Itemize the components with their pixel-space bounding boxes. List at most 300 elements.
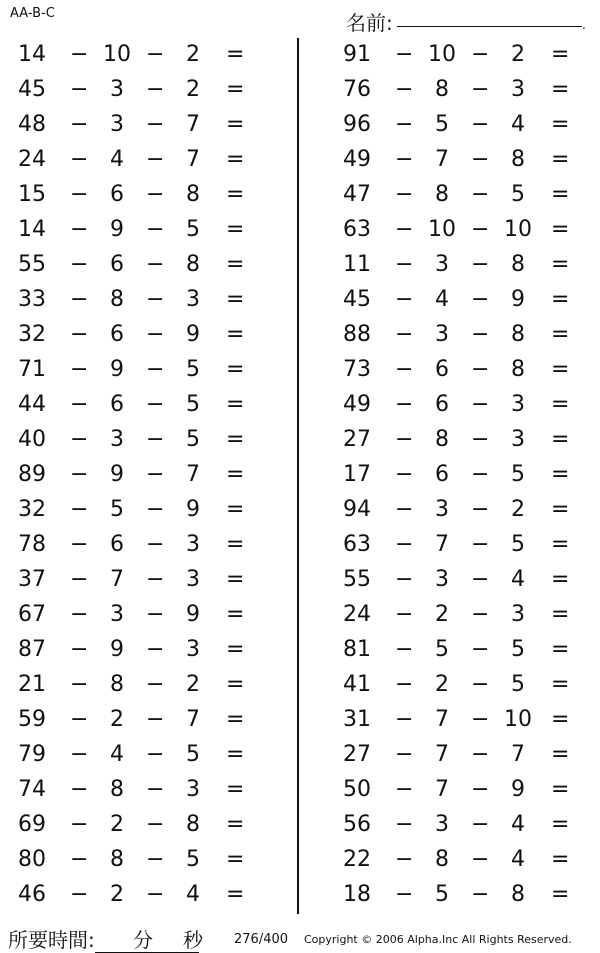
minus-sign: − [471,882,490,907]
minuend: 40 [18,427,46,452]
minuend: 78 [18,532,46,557]
subtrahend-2: 7 [186,707,200,732]
column-divider [297,38,299,914]
minus-sign: − [146,357,165,382]
problem-row [325,773,600,808]
subtrahend-1: 3 [435,567,449,592]
subtrahend-2: 5 [186,427,200,452]
minus-sign: − [471,497,490,522]
problem-row [0,388,275,423]
equals-sign: = [551,42,570,67]
problem-row [0,458,275,493]
problem-row [0,423,275,458]
minus-sign: − [70,217,89,242]
subtrahend-2: 4 [511,567,525,592]
minus-sign: − [70,497,89,522]
subtrahend-2: 8 [511,252,525,277]
subtrahend-2: 9 [511,777,525,802]
minus-sign: − [70,147,89,172]
subtrahend-2: 8 [511,357,525,382]
minuend: 49 [343,392,371,417]
minus-sign: − [70,847,89,872]
minus-sign: − [395,672,414,697]
minus-sign: − [395,427,414,452]
minuend: 24 [18,147,46,172]
minuend: 81 [343,637,371,662]
problem-row [325,458,600,493]
minuend: 74 [18,777,46,802]
minus-sign: − [146,287,165,312]
problem-row [325,283,600,318]
subtrahend-1: 8 [435,427,449,452]
subtrahend-2: 7 [186,147,200,172]
minuend: 88 [343,322,371,347]
equals-sign: = [551,77,570,102]
subtrahend-2: 4 [511,847,525,872]
minuend: 48 [18,112,46,137]
subtrahend-2: 3 [186,777,200,802]
problem-row [0,528,275,563]
minus-sign: − [146,777,165,802]
minus-sign: − [471,287,490,312]
equals-sign: = [226,147,245,172]
subtrahend-2: 3 [511,427,525,452]
minus-sign: − [146,392,165,417]
minuend: 50 [343,777,371,802]
equals-sign: = [551,287,570,312]
minus-sign: − [471,847,490,872]
subtrahend-2: 3 [186,532,200,557]
equals-sign: = [551,777,570,802]
subtrahend-2: 3 [186,637,200,662]
subtrahend-2: 5 [186,847,200,872]
subtrahend-2: 2 [511,497,525,522]
minus-sign: − [146,847,165,872]
minuend: 55 [343,567,371,592]
problem-row [0,703,275,738]
minus-sign: − [70,357,89,382]
subtrahend-1: 7 [435,532,449,557]
equals-sign: = [226,217,245,242]
minuend: 11 [343,252,371,277]
subtrahend-1: 2 [435,672,449,697]
name-label: 名前: [346,11,393,35]
minus-sign: − [146,882,165,907]
minuend: 67 [18,602,46,627]
equals-sign: = [551,497,570,522]
minus-sign: − [471,742,490,767]
minus-sign: − [146,742,165,767]
subtrahend-2: 5 [511,637,525,662]
subtrahend-2: 2 [186,672,200,697]
equals-sign: = [551,812,570,837]
equals-sign: = [551,112,570,137]
minus-sign: − [395,742,414,767]
minuend: 14 [18,42,46,67]
minus-sign: − [395,392,414,417]
equals-sign: = [226,637,245,662]
subtrahend-2: 9 [186,602,200,627]
minus-sign: − [395,77,414,102]
minuend: 80 [18,847,46,872]
equals-sign: = [226,287,245,312]
minus-sign: − [70,567,89,592]
minus-sign: − [395,707,414,732]
minus-sign: − [395,322,414,347]
minus-sign: − [70,287,89,312]
minus-sign: − [70,777,89,802]
minus-sign: − [146,112,165,137]
subtrahend-2: 7 [186,112,200,137]
equals-sign: = [551,427,570,452]
problem-row [0,633,275,668]
minus-sign: − [395,287,414,312]
problem-row [0,598,275,633]
minus-sign: − [70,77,89,102]
problem-row [325,143,600,178]
problem-row [325,843,600,878]
minus-sign: − [471,707,490,732]
minus-sign: − [395,812,414,837]
minus-sign: − [395,777,414,802]
equals-sign: = [551,602,570,627]
page-number: 276/400 [234,932,289,947]
minus-sign: − [146,42,165,67]
minus-sign: − [70,322,89,347]
copyright-notice: Copyright © 2006 Alpha.Inc All Rights Reserved. [304,933,572,946]
minuend: 45 [18,77,46,102]
minuend: 55 [18,252,46,277]
problem-row [0,878,275,913]
subtrahend-1: 5 [435,637,449,662]
minus-sign: − [471,812,490,837]
equals-sign: = [551,147,570,172]
minus-sign: − [146,322,165,347]
minus-sign: − [70,672,89,697]
equals-sign: = [551,707,570,732]
equals-sign: = [226,322,245,347]
minus-sign: − [471,77,490,102]
equals-sign: = [551,357,570,382]
subtrahend-1: 10 [428,42,456,67]
equals-sign: = [551,252,570,277]
problem-row [325,808,600,843]
subtrahend-2: 5 [511,462,525,487]
subtrahend-1: 9 [110,637,124,662]
minus-sign: − [70,112,89,137]
equals-sign: = [226,182,245,207]
problem-row [0,353,275,388]
subtrahend-1: 6 [110,182,124,207]
subtrahend-2: 8 [186,812,200,837]
minus-sign: − [395,462,414,487]
subtrahend-1: 3 [110,77,124,102]
minus-sign: − [395,217,414,242]
subtrahend-1: 2 [110,812,124,837]
equals-sign: = [226,462,245,487]
subtrahend-2: 5 [186,742,200,767]
seconds-label: 秒 [183,928,203,952]
minus-sign: − [395,602,414,627]
subtrahend-2: 4 [511,112,525,137]
minus-sign: − [395,252,414,277]
problem-row [325,178,600,213]
subtrahend-1: 10 [103,42,131,67]
problem-row [0,773,275,808]
minus-sign: − [471,462,490,487]
minus-sign: − [70,707,89,732]
equals-sign: = [551,462,570,487]
minus-sign: − [471,252,490,277]
subtrahend-2: 2 [186,42,200,67]
subtrahend-1: 6 [110,392,124,417]
minuend: 14 [18,217,46,242]
minus-sign: − [471,182,490,207]
minus-sign: − [70,532,89,557]
subtrahend-2: 8 [511,882,525,907]
minuend: 71 [18,357,46,382]
equals-sign: = [226,497,245,522]
minuend: 87 [18,637,46,662]
subtrahend-1: 6 [110,532,124,557]
equals-sign: = [226,777,245,802]
problem-row [0,248,275,283]
subtrahend-1: 6 [110,322,124,347]
name-input-line[interactable] [397,26,582,27]
subtrahend-2: 8 [511,322,525,347]
subtrahend-2: 7 [511,742,525,767]
subtrahend-1: 9 [110,357,124,382]
subtrahend-1: 2 [110,882,124,907]
minuend: 31 [343,707,371,732]
time-required-label: 所要時間: [8,928,95,952]
problem-row [0,318,275,353]
minus-sign: − [471,112,490,137]
minus-sign: − [471,602,490,627]
subtrahend-1: 3 [435,497,449,522]
minus-sign: − [70,882,89,907]
minuend: 59 [18,707,46,732]
minuend: 27 [343,742,371,767]
subtrahend-1: 3 [110,427,124,452]
equals-sign: = [226,77,245,102]
minuend: 32 [18,497,46,522]
minus-sign: − [471,777,490,802]
equals-sign: = [551,532,570,557]
subtrahend-2: 5 [511,672,525,697]
left-problem-column [0,38,275,913]
minus-sign: − [471,532,490,557]
subtrahend-2: 3 [186,567,200,592]
subtrahend-1: 4 [110,742,124,767]
subtrahend-1: 8 [110,672,124,697]
subtrahend-1: 3 [435,322,449,347]
minus-sign: − [70,427,89,452]
subtrahend-1: 6 [110,252,124,277]
equals-sign: = [551,182,570,207]
minuend: 94 [343,497,371,522]
minutes-label: 分 [133,928,153,952]
equals-sign: = [551,847,570,872]
subtrahend-1: 3 [435,812,449,837]
subtrahend-1: 5 [110,497,124,522]
equals-sign: = [551,322,570,347]
subtrahend-1: 5 [435,112,449,137]
minus-sign: − [395,847,414,872]
minuend: 49 [343,147,371,172]
minus-sign: − [395,112,414,137]
minus-sign: − [70,252,89,277]
minus-sign: − [471,42,490,67]
minus-sign: − [395,882,414,907]
minus-sign: − [395,357,414,382]
minus-sign: − [471,217,490,242]
subtrahend-1: 7 [110,567,124,592]
equals-sign: = [226,252,245,277]
equals-sign: = [226,357,245,382]
subtrahend-2: 9 [511,287,525,312]
subtrahend-2: 5 [186,392,200,417]
minuend: 22 [343,847,371,872]
subtrahend-1: 6 [435,357,449,382]
subtrahend-1: 7 [435,147,449,172]
minuend: 37 [18,567,46,592]
problem-row [0,738,275,773]
minuend: 56 [343,812,371,837]
minus-sign: − [146,252,165,277]
subtrahend-1: 7 [435,707,449,732]
equals-sign: = [551,637,570,662]
minus-sign: − [471,392,490,417]
subtrahend-2: 3 [511,602,525,627]
problem-row [325,423,600,458]
minus-sign: − [70,182,89,207]
minus-sign: − [70,812,89,837]
minus-sign: − [146,217,165,242]
minuend: 76 [343,77,371,102]
minus-sign: − [146,812,165,837]
subtrahend-2: 5 [186,357,200,382]
problem-row [0,178,275,213]
minus-sign: − [70,462,89,487]
minus-sign: − [146,77,165,102]
minuend: 46 [18,882,46,907]
problem-row [325,318,600,353]
minus-sign: − [70,742,89,767]
problem-row [325,108,600,143]
problem-row [325,73,600,108]
minus-sign: − [395,182,414,207]
subtrahend-2: 2 [511,42,525,67]
subtrahend-2: 7 [186,462,200,487]
problem-row [0,143,275,178]
problem-row [0,283,275,318]
subtrahend-2: 9 [186,497,200,522]
minuend: 24 [343,602,371,627]
subtrahend-1: 2 [110,707,124,732]
subtrahend-2: 4 [186,882,200,907]
subtrahend-1: 8 [110,777,124,802]
problem-row [325,248,600,283]
equals-sign: = [226,812,245,837]
problem-row [0,108,275,143]
subtrahend-2: 5 [511,532,525,557]
minus-sign: − [146,602,165,627]
equals-sign: = [226,112,245,137]
equals-sign: = [226,672,245,697]
subtrahend-1: 5 [435,882,449,907]
right-problem-column [325,38,600,913]
equals-sign: = [226,847,245,872]
subtrahend-1: 9 [110,217,124,242]
equals-sign: = [551,742,570,767]
subtrahend-2: 8 [186,252,200,277]
subtrahend-2: 8 [511,147,525,172]
minus-sign: − [471,672,490,697]
subtrahend-2: 10 [504,217,532,242]
minuend: 63 [343,217,371,242]
minus-sign: − [471,322,490,347]
minuend: 45 [343,287,371,312]
minuend: 79 [18,742,46,767]
minuend: 18 [343,882,371,907]
problem-row [325,38,600,73]
subtrahend-2: 3 [511,392,525,417]
minus-sign: − [395,497,414,522]
equals-sign: = [226,567,245,592]
minuend: 96 [343,112,371,137]
subtrahend-1: 3 [110,112,124,137]
minus-sign: − [471,357,490,382]
equals-sign: = [551,567,570,592]
minus-sign: − [146,147,165,172]
subtrahend-1: 8 [110,847,124,872]
problem-row [325,493,600,528]
subtrahend-1: 8 [435,182,449,207]
minus-sign: − [471,147,490,172]
equals-sign: = [551,672,570,697]
subtrahend-2: 9 [186,322,200,347]
subtrahend-2: 5 [186,217,200,242]
problem-row [325,878,600,913]
name-line-end-dot: . [582,18,586,32]
equals-sign: = [226,742,245,767]
subtrahend-1: 2 [435,602,449,627]
subtrahend-2: 2 [186,77,200,102]
problem-row [0,668,275,703]
problem-row [325,353,600,388]
minus-sign: − [471,567,490,592]
subtrahend-1: 6 [435,392,449,417]
minus-sign: − [395,532,414,557]
problem-row [0,843,275,878]
subtrahend-1: 4 [435,287,449,312]
equals-sign: = [226,532,245,557]
subtrahend-1: 7 [435,777,449,802]
equals-sign: = [226,42,245,67]
problem-row [0,808,275,843]
minus-sign: − [70,637,89,662]
minus-sign: − [70,42,89,67]
problem-row [325,213,600,248]
subtrahend-1: 4 [110,147,124,172]
minus-sign: − [395,637,414,662]
minuend: 69 [18,812,46,837]
equals-sign: = [551,217,570,242]
minus-sign: − [395,147,414,172]
minuend: 44 [18,392,46,417]
problem-row [325,738,600,773]
